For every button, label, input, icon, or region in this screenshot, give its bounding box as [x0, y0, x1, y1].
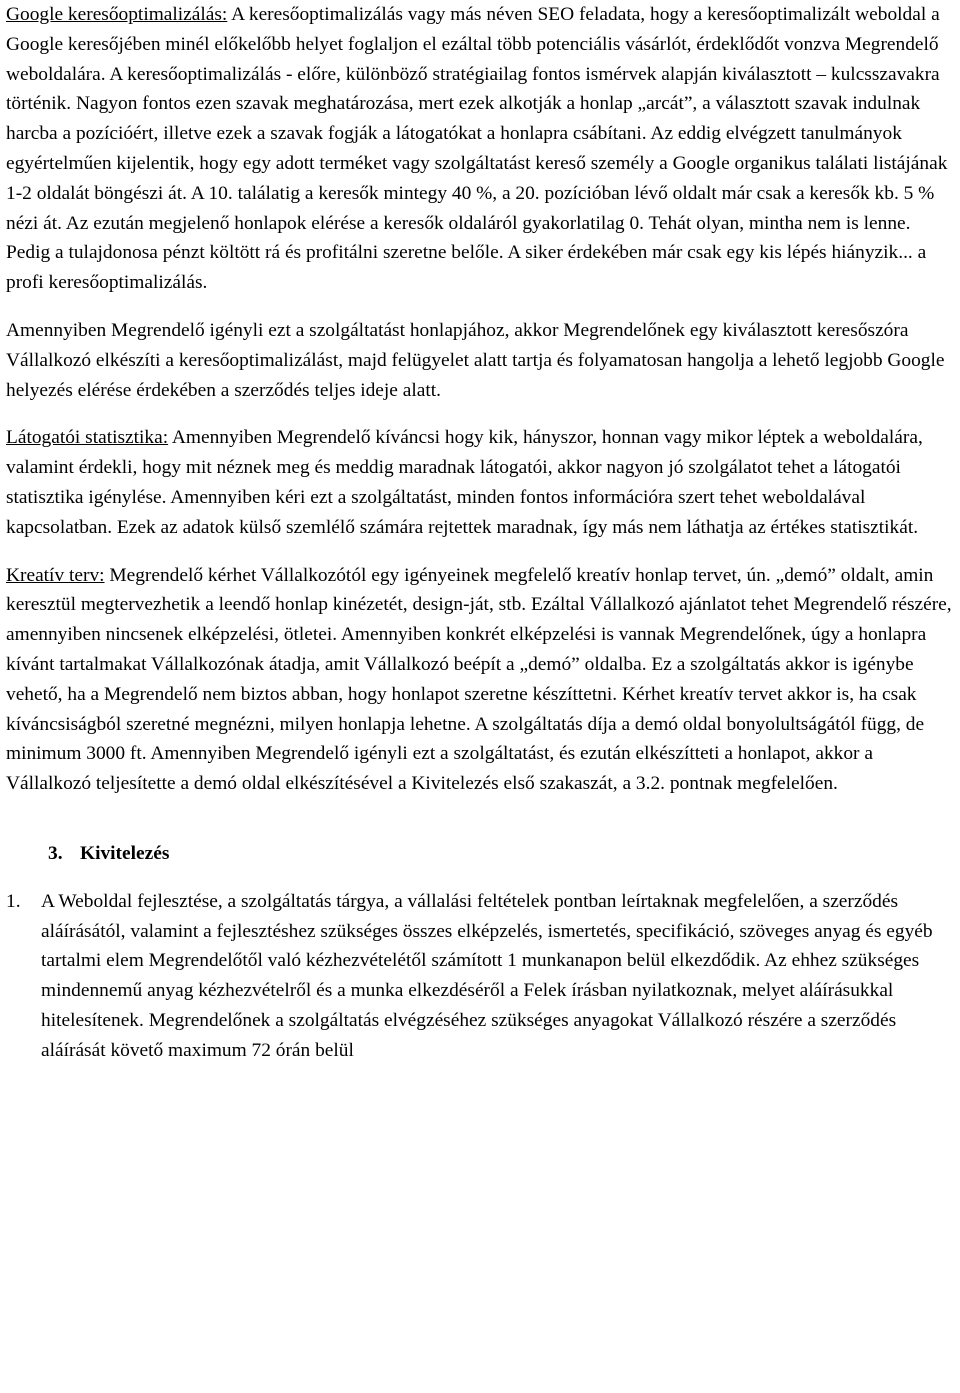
list-item	[6, 887, 954, 1066]
paragraph-seo	[6, 0, 954, 298]
spacer	[6, 298, 954, 316]
paragraph-stats	[6, 423, 954, 542]
creative-label: Kreatív terv:	[6, 564, 105, 586]
list-item-number: 1.	[6, 890, 21, 912]
spacer	[6, 869, 954, 887]
paragraph-seo-followup: Amennyiben Megrendelő igényli ezt a szolgáltatást honlapjához, akkor Megrendelőnek egy kiválasztott keresőszóra Vállalkozó elkészíti a keresőoptimalizálást, majd felügyelet alatt tartja és folyamatosan hangolja a lehető legjobb Google helyezés elérése érdekében a szerződés teljes ideje alatt.	[6, 319, 945, 401]
spacer	[6, 799, 954, 839]
spacer	[6, 405, 954, 423]
stats-text: Amennyiben Megrendelő kíváncsi hogy kik, hányszor, honnan vagy mikor léptek a weboldalára, valamint érdekli, hogy mit néznek meg és meddig maradnak látogatói, akkor nagyon jó szolgálatot tehet a látogatói statisztika igénylése. Amennyiben kéri ezt a szolgáltatást, minden fontos információra szert tehet weboldalával kapcsolatban. Ezek az adatok külső szemlélő számára rejtettek maradnak, így más nem láthatja az értékes statisztikát.	[6, 427, 923, 538]
creative-text: Megrendelő kérhet Vállalkozótól egy igényeinek megfelelő kreatív honlap tervet, ún. „demó” oldalt, amin keresztül megtervezhetik a leendő honlap kinézetét, design-ját, stb. Ezáltal Vállalkozó ajánlatot tehet Megrendelő részére, amennyiben nincsenek elképzelési, ötletei. Amennyiben konkrét elképzelési is vannak Megrendelőnek, úgy a honlapra kívánt tartalmakat Vállalkozónak átadja, amit Vállalkozó beépít a „demó” oldalba. Ez a szolgáltatás akkor is igénybe vehető, ha a Megrendelő nem biztos abban, hogy honlapot szeretne készíttetni. Kérhet kreatív tervet akkor is, ha csak kíváncsiságból szeretné megnézni, milyen honlapja lehetne. A szolgáltatás díja a demó oldal bonyolultságától függ, de minimum 3000 ft. Amennyiben Megrendelő igényli ezt a szolgáltatást, és ezután elkészítteti a honlapot, akkor a Vállalkozó teljesítette a demó oldal elkészítésével a Kivitelezés első szakaszát, a 3.2. pontnak megfelelően.	[6, 564, 952, 795]
spacer	[6, 543, 954, 561]
stats-label: Látogatói statisztika:	[6, 427, 169, 449]
list-item-text: A Weboldal fejlesztése, a szolgáltatás tárgya, a vállalási feltételek pontban leírtaknak megfelelően, a szerződés aláírásától, valamint a fejlesztéshez szükséges összes elképzelés, ismertetés, specifikáció, szöveges anyag és egyéb tartalmi elem Megrendelőtől való kézhezvételétől számított 1 munkanapon belül elkezdődik. Az ehhez szükséges mindennemű anyag kézhezvételről és a munka elkezdéséről a Felek írásban nyilatkoznak, melyet aláírásukkal hitelesítenek. Megrendelőnek a szolgáltatás elvégzéséhez szükséges anyagokat Vállalkozó részére a szerződés aláírását követő maximum 72 órán belül	[41, 890, 933, 1061]
section-number: 3.	[48, 842, 63, 864]
seo-text: A keresőoptimalizálás vagy más néven SEO feladata, hogy a keresőoptimalizált weboldal a Google keresőjében minél előkelőbb helyet foglaljon el ezáltal több potenciális vásárlót, érdeklődőt vonzva Megrendelő weboldalára. A keresőoptimalizálás - előre, különböző stratégiailag fontos ismérvek alapján kiválasztott – kulcsszavakra történik. Nagyon fontos ezen szavak meghatározása, mert ezek alkotják a honlap „arcát”, a választott szavak indulnak harcba a pozícióért, illetve ezek a szavak fogják a látogatókat a honlapra csábítani. Az eddig elvégzett tanulmányok egyértelműen kijelentik, hogy egy adott terméket vagy szolgáltatást kereső személy a Google organikus találati listájának 1-2 oldalát böngészi át. A 10. találatig a keresők mintegy 40 %, a 20. pozícióban lévő oldalt már csak a keresők kb. 5 % nézi át. Az ezután megjelenő honlapok elérése a keresők oldaláról gyakorlatilag 0. Tehát olyan, mintha nem is lenne. Pedig a tulajdonosa pénzt költött rá és profitálni szeretne belőle. A siker érdekében már csak egy kis lépés hiányzik... a profi keresőoptimalizálás.	[6, 4, 948, 294]
section-heading	[6, 839, 954, 869]
section-title: Kivitelezés	[80, 842, 170, 864]
seo-label: Google keresőoptimalizálás:	[6, 4, 228, 25]
paragraph-creative	[6, 561, 954, 799]
